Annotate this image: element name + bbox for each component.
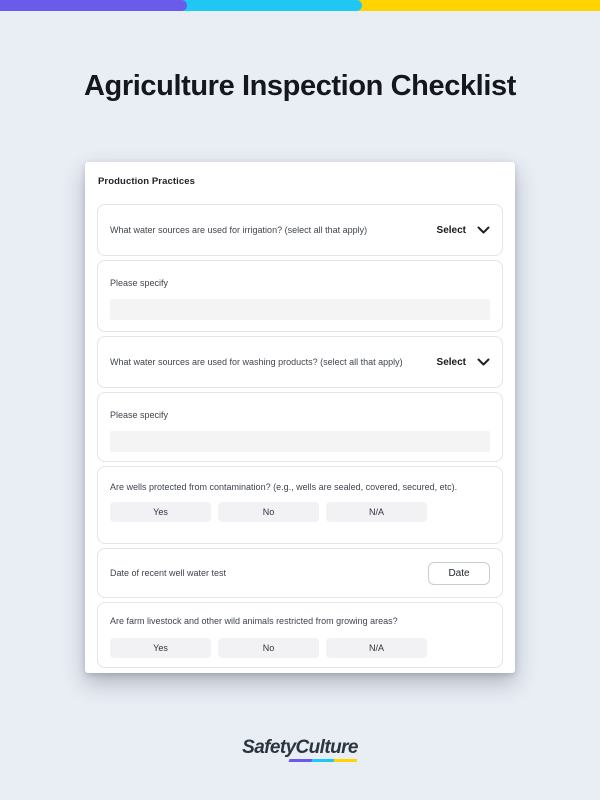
stripe-purple-segment bbox=[0, 0, 187, 11]
question-irrigation-water-sources bbox=[97, 204, 503, 256]
question-livestock-restricted bbox=[97, 602, 503, 668]
chevron-down-icon bbox=[477, 358, 490, 366]
logo-gradient-underline bbox=[288, 759, 357, 762]
footer bbox=[0, 737, 600, 759]
date-picker-button[interactable]: Date bbox=[428, 562, 490, 585]
question-label: Date of recent well water test bbox=[110, 568, 227, 578]
select-label: Select bbox=[436, 224, 466, 236]
washing-sources-select[interactable] bbox=[437, 357, 490, 368]
underline-cyan-segment bbox=[311, 759, 335, 762]
stripe-cyan-segment bbox=[178, 0, 362, 11]
page-title: Agriculture Inspection Checklist bbox=[84, 70, 516, 102]
irrigation-sources-select[interactable] bbox=[437, 225, 490, 236]
question-washing-water-sources bbox=[97, 336, 503, 388]
chevron-down-icon bbox=[477, 226, 490, 234]
answer-options-row bbox=[110, 638, 490, 658]
specify-irrigation-input[interactable] bbox=[110, 299, 490, 320]
yes-button[interactable]: Yes bbox=[110, 502, 211, 522]
underline-yellow-segment bbox=[334, 759, 358, 762]
yes-button[interactable]: Yes bbox=[110, 638, 211, 658]
stripe-yellow-segment bbox=[356, 0, 600, 11]
na-button[interactable]: N/A bbox=[326, 638, 427, 658]
specify-washing-input[interactable] bbox=[110, 431, 490, 452]
question-label: What water sources are used for irrigation? (select all that apply) bbox=[110, 225, 368, 235]
select-label: Select bbox=[436, 356, 466, 368]
brand-color-stripe bbox=[0, 0, 600, 11]
question-label: Are wells protected from contamination? (e.g., wells are sealed, covered, secured, etc). bbox=[110, 482, 458, 492]
safetyculture-logo bbox=[242, 737, 358, 759]
underline-purple-segment bbox=[288, 759, 312, 762]
question-specify-irrigation bbox=[97, 260, 503, 332]
question-label: Please specify bbox=[110, 410, 169, 420]
question-specify-washing bbox=[97, 392, 503, 462]
na-button[interactable]: N/A bbox=[326, 502, 427, 522]
section-title: Production Practices bbox=[98, 176, 196, 187]
question-label: Please specify bbox=[110, 278, 169, 288]
question-label: What water sources are used for washing products? (select all that apply) bbox=[110, 357, 403, 367]
logo-wordmark: SafetyCulture bbox=[242, 737, 358, 758]
question-well-water-test-date bbox=[97, 548, 503, 598]
question-label: Are farm livestock and other wild animals restricted from growing areas? bbox=[110, 616, 398, 626]
checklist-preview-card bbox=[85, 162, 515, 673]
question-wells-protected bbox=[97, 466, 503, 544]
answer-options-row bbox=[110, 502, 490, 522]
no-button[interactable]: No bbox=[218, 638, 319, 658]
no-button[interactable]: No bbox=[218, 502, 319, 522]
